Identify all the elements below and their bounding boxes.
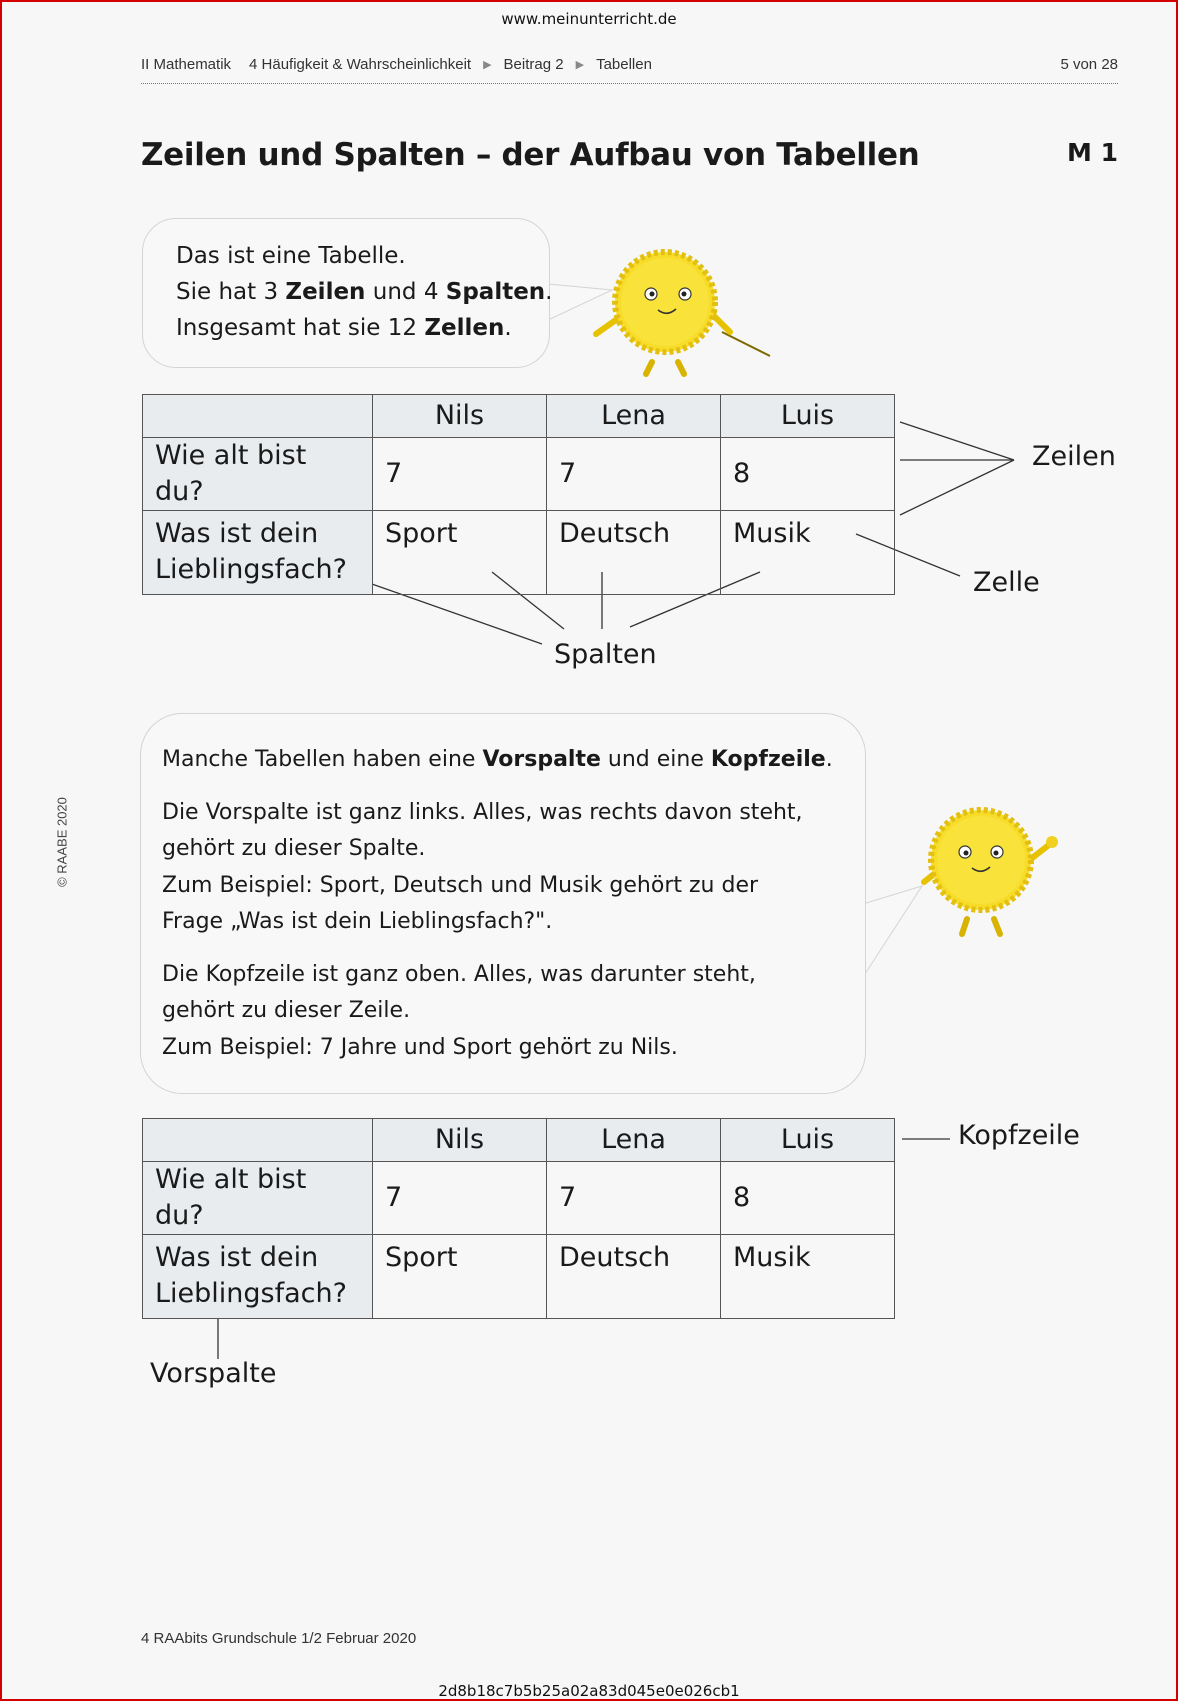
table-cell: Sport xyxy=(373,1235,547,1319)
table-cell: 7 xyxy=(547,438,721,511)
table-cell: Sport xyxy=(373,511,547,595)
table-cell: 8 xyxy=(721,1162,895,1235)
label-zeilen: Zeilen xyxy=(1032,441,1116,472)
table-header-cell: Luis xyxy=(721,395,895,438)
mascot-waving-icon xyxy=(924,810,1058,934)
label-spalten: Spalten xyxy=(554,639,657,670)
explanation-text: Manche Tabellen haben eine Vorspalte und eine Kopfzeile. Die Vorspalte ist ganz links. Alles, was rechts davon steht, gehört zu dieser Spalte. Zum Beispiel: Sport, Deutsch und Musik gehört zu der Frage „Was ist dein Lieblingsfach?". Die Kopfzeile ist ganz oben. Alles, was darunter steht, gehört zu dieser Zeile. Zum Beispiel: 7 Jahre und Sport gehört zu Nils. xyxy=(162,747,833,1060)
table-row xyxy=(143,1119,895,1162)
source-url: www.meinunterricht.de xyxy=(501,10,677,28)
table-cell xyxy=(143,395,373,438)
breadcrumb-subject: II Mathematik xyxy=(141,56,232,73)
table-cell: Deutsch xyxy=(547,511,721,595)
table-row-header: Was ist dein Lieblingsfach? xyxy=(143,1235,373,1319)
table-header-cell: Luis xyxy=(721,1119,895,1162)
breadcrumb-arrow-icon: ▶ xyxy=(575,59,585,71)
breadcrumb-arrow-icon: ▶ xyxy=(483,59,492,71)
table-cell: 7 xyxy=(547,1162,721,1235)
table-row xyxy=(143,438,895,511)
table-cell: 7 xyxy=(373,1162,547,1235)
material-number: M 1 xyxy=(1067,138,1118,167)
page-number: 5 von 28 xyxy=(1060,56,1118,73)
table-row-header: Was ist dein Lieblingsfach? xyxy=(143,511,373,595)
mascot-pointing-icon xyxy=(596,252,770,374)
table-header-cell: Nils xyxy=(373,395,547,438)
footer-publication: 4 RAAbits Grundschule 1/2 Februar 2020 xyxy=(141,1630,417,1647)
label-kopfzeile: Kopfzeile xyxy=(958,1120,1080,1151)
label-zelle: Zelle xyxy=(973,567,1040,598)
table-header-cell: Nils xyxy=(373,1119,547,1162)
breadcrumb-unit: 4 Häufigkeit & Wahrscheinlichkeit xyxy=(249,56,472,73)
table-row xyxy=(143,1162,895,1235)
table-cell: Deutsch xyxy=(547,1235,721,1319)
breadcrumb-article: Beitrag 2 xyxy=(503,56,564,73)
table-row-header: Wie alt bist du? xyxy=(143,438,373,511)
table-row xyxy=(143,511,895,595)
table-cell: 7 xyxy=(373,438,547,511)
intro-text: Das ist eine Tabelle. Sie hat 3 Zeilen und 4 Spalten. Insgesamt hat sie 12 Zellen. xyxy=(176,243,553,341)
example-table xyxy=(142,394,895,595)
label-vorspalte: Vorspalte xyxy=(150,1358,277,1389)
table-cell: Musik xyxy=(721,511,895,595)
table-row-header: Wie alt bist du? xyxy=(143,1162,373,1235)
table-header-cell: Lena xyxy=(547,395,721,438)
copyright-notice: © RAABE 2020 xyxy=(54,797,70,887)
document-id: 2d8b18c7b5b25a02a83d045e0e026cb1 xyxy=(438,1682,740,1700)
table-cell xyxy=(143,1119,373,1162)
table-header-cell: Lena xyxy=(547,1119,721,1162)
example-table-2 xyxy=(142,1118,895,1319)
table-cell: Musik xyxy=(721,1235,895,1319)
table-cell: 8 xyxy=(721,438,895,511)
table-row xyxy=(143,1235,895,1319)
page-title: Zeilen und Spalten – der Aufbau von Tabellen xyxy=(141,137,920,173)
table-row xyxy=(143,395,895,438)
breadcrumb-topic: Tabellen xyxy=(596,56,652,73)
